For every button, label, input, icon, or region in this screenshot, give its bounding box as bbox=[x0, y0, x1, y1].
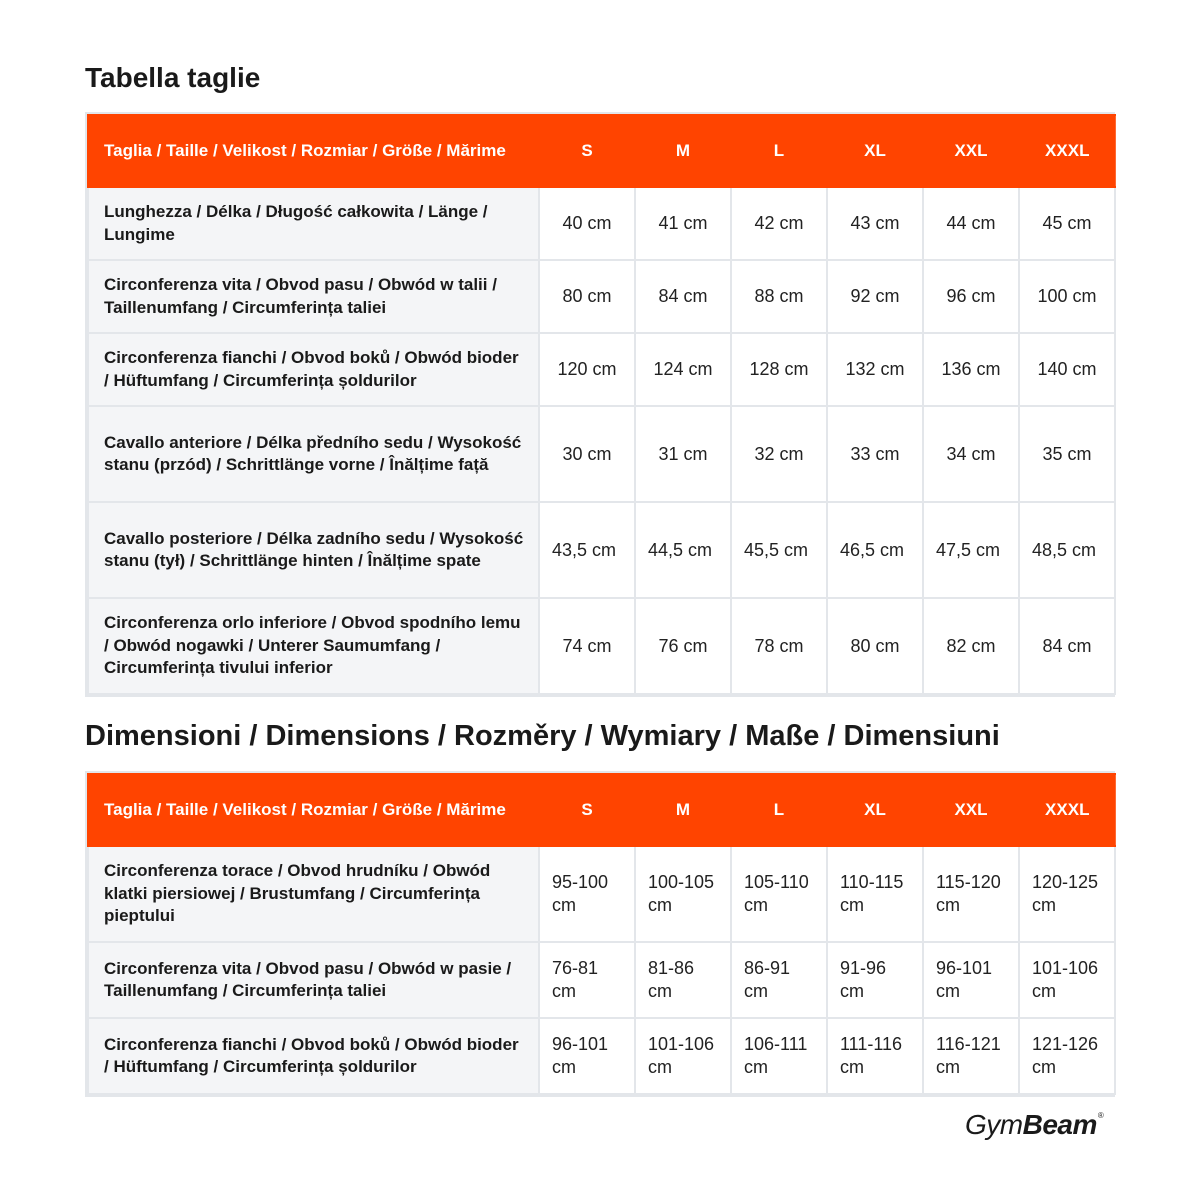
cell-value: 96-101 cm bbox=[923, 942, 1019, 1018]
table-row bbox=[88, 260, 1115, 333]
cell-value: 105-110 cm bbox=[731, 846, 827, 942]
size-chart-title: Tabella taglie bbox=[85, 62, 261, 93]
dimensions-title: Dimensioni / Dimensions / Rozměry / Wymiary / Maße / Dimensiuni bbox=[85, 720, 1000, 752]
cell-value: 88 cm bbox=[731, 260, 827, 333]
row-label: Cavallo posteriore / Délka zadního sedu / Wysokość stanu (tył) / Schrittlänge hinten / Înălțime spate bbox=[88, 502, 539, 598]
size-column-header: Taglia / Taille / Velikost / Rozmiar / Größe / Mărime bbox=[88, 115, 539, 187]
table-row bbox=[88, 502, 1115, 598]
cell-value: 120-125 cm bbox=[1019, 846, 1115, 942]
size-header-l: L bbox=[731, 115, 827, 187]
cell-value: 136 cm bbox=[923, 333, 1019, 406]
cell-value: 76 cm bbox=[635, 598, 731, 694]
cell-value: 140 cm bbox=[1019, 333, 1115, 406]
row-label: Cavallo anteriore / Délka předního sedu / Wysokość stanu (przód) / Schrittlänge vorne / Înălțime față bbox=[88, 406, 539, 502]
cell-value: 34 cm bbox=[923, 406, 1019, 502]
cell-value: 33 cm bbox=[827, 406, 923, 502]
table-header-row bbox=[88, 115, 1115, 187]
cell-value: 76-81 cm bbox=[539, 942, 635, 1018]
cell-value: 46,5 cm bbox=[827, 502, 923, 598]
cell-value: 74 cm bbox=[539, 598, 635, 694]
cell-value: 95-100 cm bbox=[539, 846, 635, 942]
cell-value: 86-91 cm bbox=[731, 942, 827, 1018]
cell-value: 124 cm bbox=[635, 333, 731, 406]
cell-value: 43 cm bbox=[827, 187, 923, 260]
size-header-l: L bbox=[731, 774, 827, 846]
cell-value: 80 cm bbox=[827, 598, 923, 694]
row-label: Circonferenza vita / Obvod pasu / Obwód w pasie / Taillenumfang / Circumferința taliei bbox=[88, 942, 539, 1018]
cell-value: 42 cm bbox=[731, 187, 827, 260]
cell-value: 116-121 cm bbox=[923, 1018, 1019, 1094]
cell-value: 111-116 cm bbox=[827, 1018, 923, 1094]
size-header-xxl: XXL bbox=[923, 115, 1019, 187]
row-label: Circonferenza torace / Obvod hrudníku / Obwód klatki piersiowej / Brustumfang / Circumferința pieptului bbox=[88, 846, 539, 942]
cell-value: 41 cm bbox=[635, 187, 731, 260]
cell-value: 121-126 cm bbox=[1019, 1018, 1115, 1094]
cell-value: 31 cm bbox=[635, 406, 731, 502]
size-header-s: S bbox=[539, 115, 635, 187]
cell-value: 80 cm bbox=[539, 260, 635, 333]
cell-value: 48,5 cm bbox=[1019, 502, 1115, 598]
cell-value: 115-120 cm bbox=[923, 846, 1019, 942]
cell-value: 120 cm bbox=[539, 333, 635, 406]
table-row bbox=[88, 942, 1115, 1018]
cell-value: 96 cm bbox=[923, 260, 1019, 333]
size-column-header: Taglia / Taille / Velikost / Rozmiar / Größe / Mărime bbox=[88, 774, 539, 846]
size-chart-table bbox=[85, 112, 1115, 697]
cell-value: 45,5 cm bbox=[731, 502, 827, 598]
cell-value: 128 cm bbox=[731, 333, 827, 406]
table-row bbox=[88, 333, 1115, 406]
size-header-m: M bbox=[635, 115, 731, 187]
row-label: Circonferenza fianchi / Obvod boků / Obwód bioder / Hüftumfang / Circumferința șoldurilor bbox=[88, 333, 539, 406]
cell-value: 44,5 cm bbox=[635, 502, 731, 598]
cell-value: 84 cm bbox=[1019, 598, 1115, 694]
cell-value: 101-106 cm bbox=[1019, 942, 1115, 1018]
row-label: Circonferenza fianchi / Obvod boků / Obwód bioder / Hüftumfang / Circumferința șoldurilor bbox=[88, 1018, 539, 1094]
gymbeam-logo bbox=[965, 1109, 1103, 1141]
registered-mark: ® bbox=[1097, 1111, 1104, 1120]
cell-value: 35 cm bbox=[1019, 406, 1115, 502]
cell-value: 92 cm bbox=[827, 260, 923, 333]
cell-value: 40 cm bbox=[539, 187, 635, 260]
size-header-xxxl: XXXL bbox=[1019, 774, 1115, 846]
cell-value: 78 cm bbox=[731, 598, 827, 694]
size-header-m: M bbox=[635, 774, 731, 846]
cell-value: 100 cm bbox=[1019, 260, 1115, 333]
cell-value: 44 cm bbox=[923, 187, 1019, 260]
row-label: Lunghezza / Délka / Długość całkowita / Länge / Lungime bbox=[88, 187, 539, 260]
size-header-xl: XL bbox=[827, 774, 923, 846]
table-row bbox=[88, 1018, 1115, 1094]
cell-value: 100-105 cm bbox=[635, 846, 731, 942]
row-label: Circonferenza vita / Obvod pasu / Obwód w talii / Taillenumfang / Circumferința taliei bbox=[88, 260, 539, 333]
cell-value: 30 cm bbox=[539, 406, 635, 502]
cell-value: 43,5 cm bbox=[539, 502, 635, 598]
cell-value: 45 cm bbox=[1019, 187, 1115, 260]
cell-value: 81-86 cm bbox=[635, 942, 731, 1018]
table-row bbox=[88, 598, 1115, 694]
table-row bbox=[88, 187, 1115, 260]
cell-value: 96-101 cm bbox=[539, 1018, 635, 1094]
logo-text-beam: Beam bbox=[1022, 1109, 1097, 1140]
dimensions-table bbox=[85, 771, 1115, 1097]
cell-value: 84 cm bbox=[635, 260, 731, 333]
size-header-xxl: XXL bbox=[923, 774, 1019, 846]
table-row bbox=[88, 406, 1115, 502]
size-header-s: S bbox=[539, 774, 635, 846]
cell-value: 110-115 cm bbox=[827, 846, 923, 942]
size-header-xl: XL bbox=[827, 115, 923, 187]
table-header-row bbox=[88, 774, 1115, 846]
cell-value: 132 cm bbox=[827, 333, 923, 406]
table-row bbox=[88, 846, 1115, 942]
cell-value: 91-96 cm bbox=[827, 942, 923, 1018]
cell-value: 82 cm bbox=[923, 598, 1019, 694]
cell-value: 32 cm bbox=[731, 406, 827, 502]
row-label: Circonferenza orlo inferiore / Obvod spodního lemu / Obwód nogawki / Unterer Saumumfang / Circumferința tivului inferior bbox=[88, 598, 539, 694]
cell-value: 106-111 cm bbox=[731, 1018, 827, 1094]
size-header-xxxl: XXXL bbox=[1019, 115, 1115, 187]
cell-value: 47,5 cm bbox=[923, 502, 1019, 598]
logo-text-gym: Gym bbox=[965, 1109, 1023, 1140]
cell-value: 101-106 cm bbox=[635, 1018, 731, 1094]
